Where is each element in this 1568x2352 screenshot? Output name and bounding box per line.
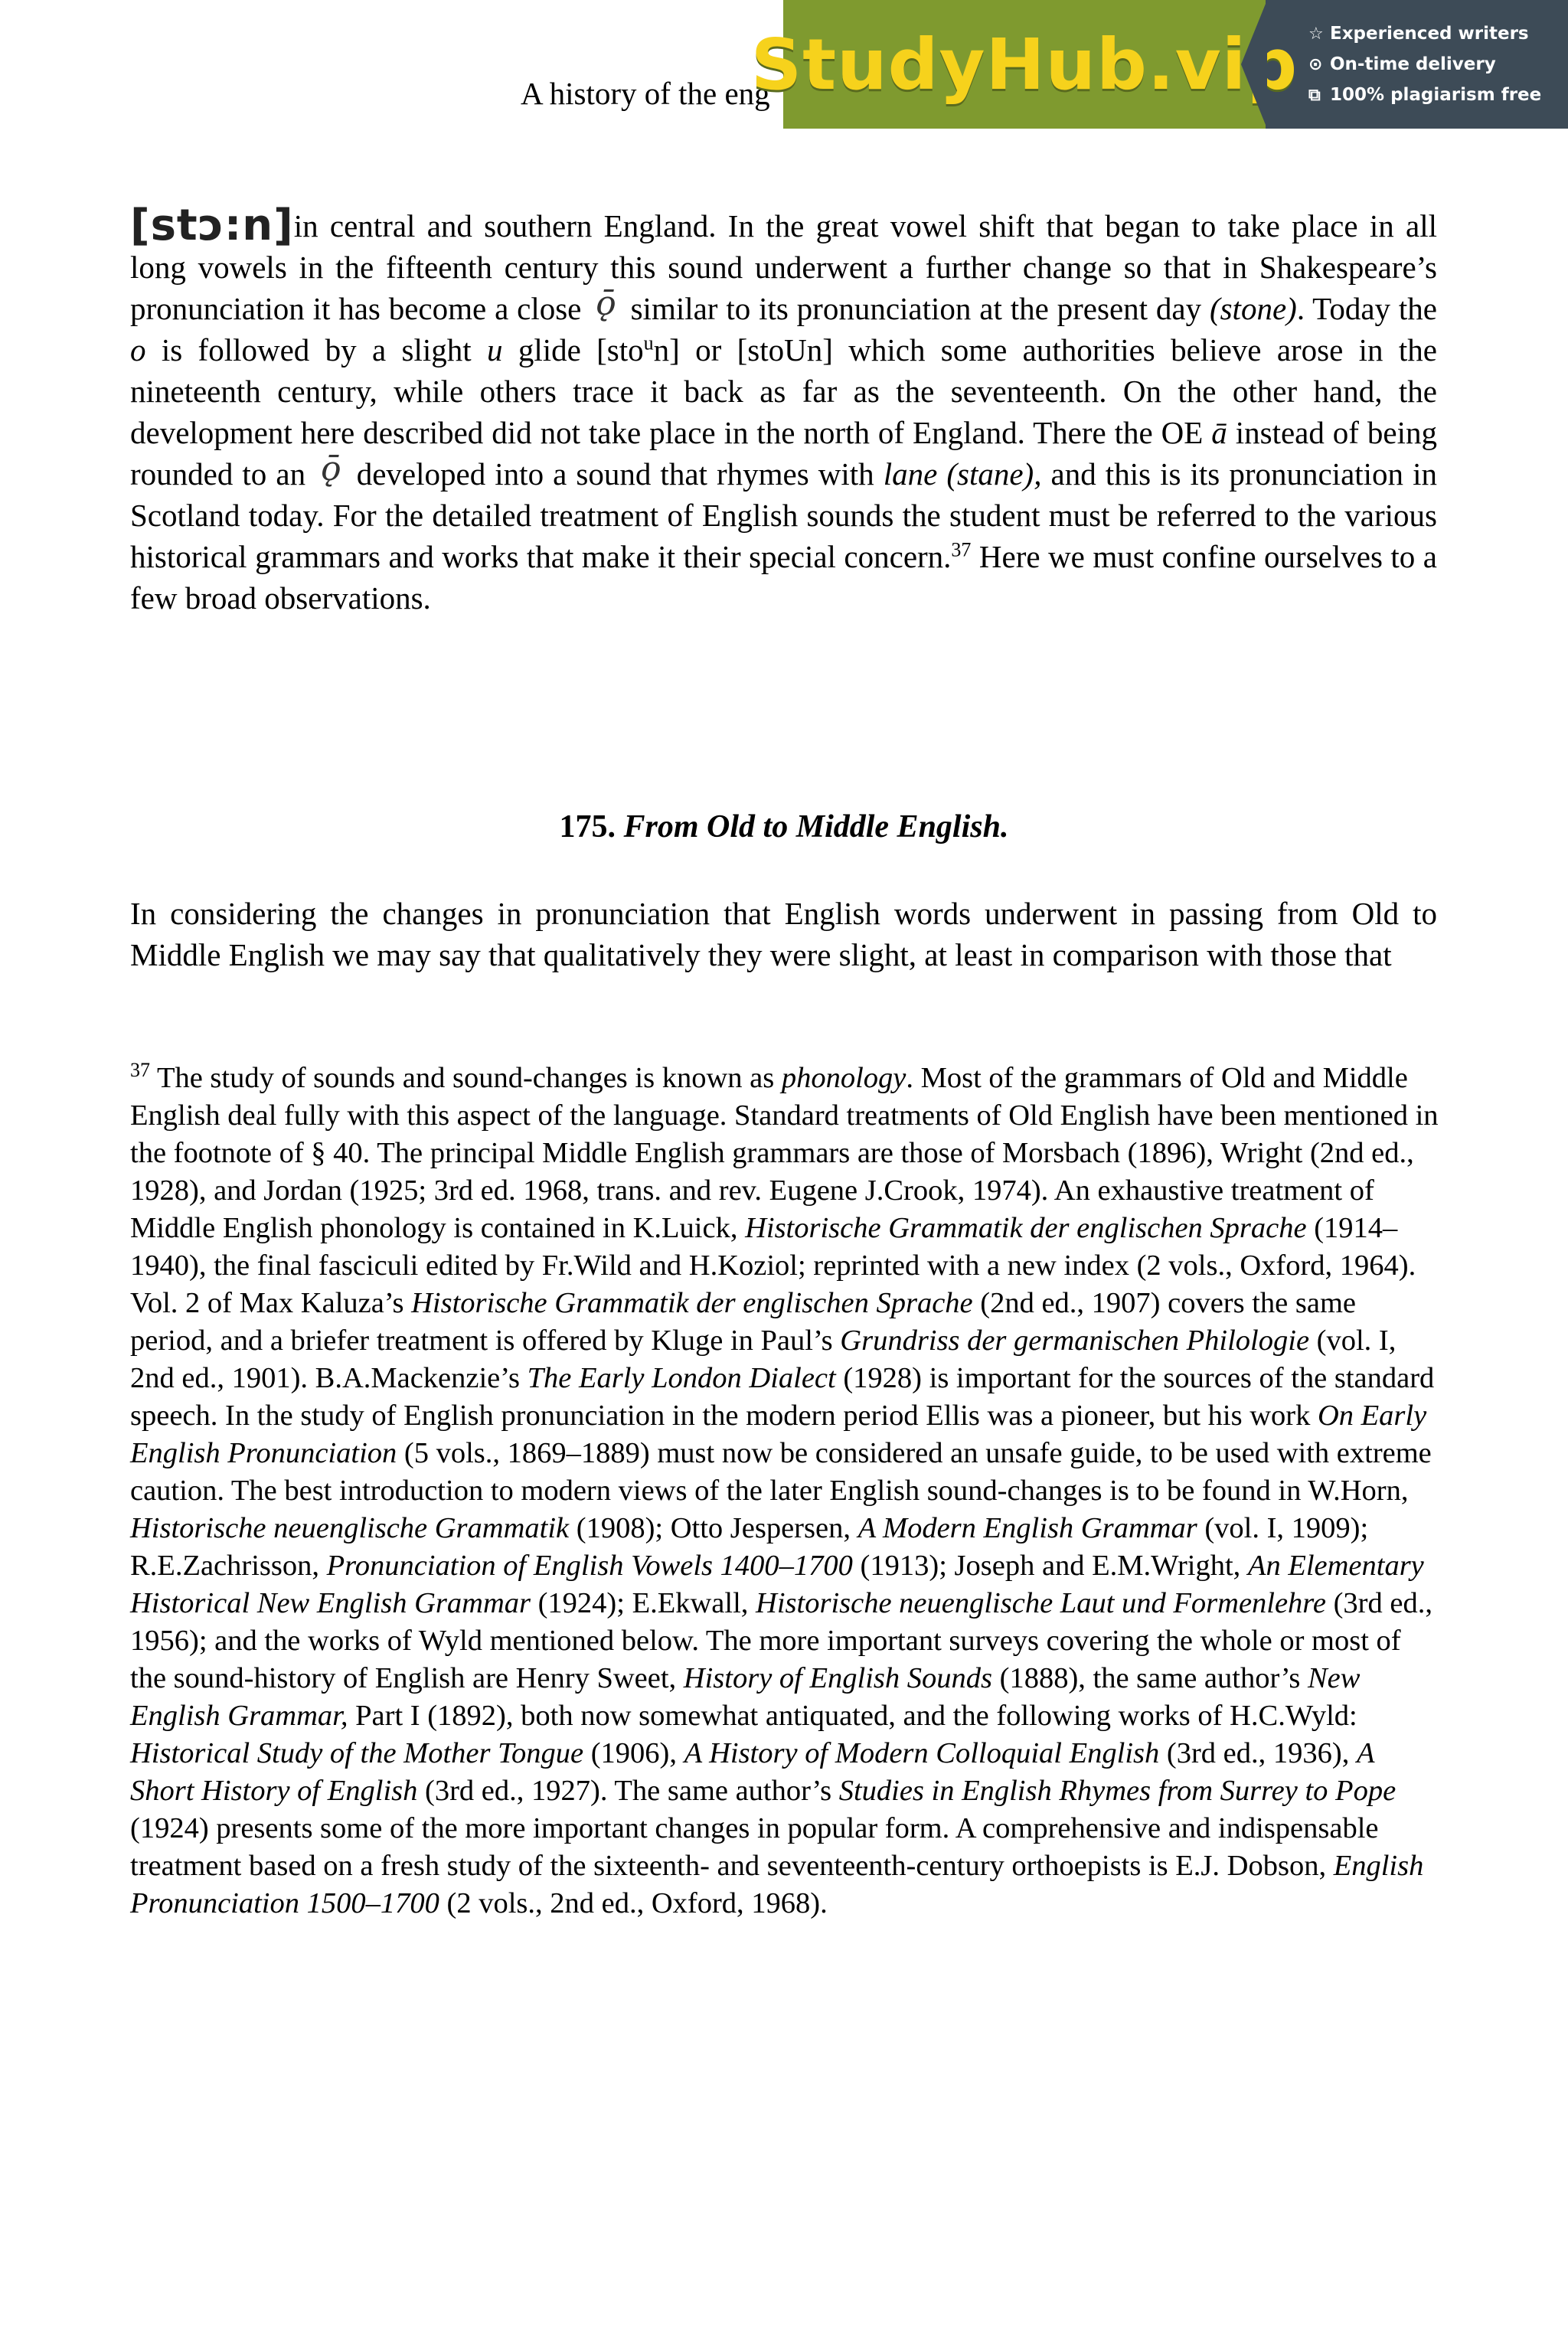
footnote-37 xyxy=(130,1060,1439,1922)
text-run: (1913); Joseph and E.M.Wright, xyxy=(860,1550,1241,1582)
section-number: 175. xyxy=(559,809,616,844)
italic-title: History of English Sounds xyxy=(683,1662,992,1694)
text-run: (1888), the same author’s xyxy=(999,1662,1301,1694)
studyhub-banner[interactable] xyxy=(750,0,1568,129)
feature-label: 100% plagiarism free xyxy=(1330,85,1542,105)
text-run: . Today the xyxy=(1296,291,1438,326)
italic-title: Grundriss der germanischen Philologie xyxy=(840,1325,1310,1357)
brand-logo[interactable] xyxy=(750,0,1298,129)
text-run: (vol. I, 1909); R.E.Zachrisson, xyxy=(130,1512,1369,1582)
italic-letter: u xyxy=(486,332,503,368)
brand-name: StudyHub.vip xyxy=(750,23,1298,106)
text-run: instead of being rounded to an xyxy=(130,415,1437,492)
footnote-mark: 37 xyxy=(130,1059,150,1081)
text-run: n] or [stoUn] which some authorities believe arose in the nineteenth century, while others trace it back as far as the seventeenth. On the other hand, the development here described did not take place in the north of England. There the OE xyxy=(130,332,1437,450)
section-title: From Old to Middle English. xyxy=(623,809,1009,844)
ipa-symbol: [stɔ:n] xyxy=(130,201,294,250)
text-run: The study of sounds and sound-changes is known as xyxy=(156,1062,775,1094)
feature-plagiarism-free xyxy=(1308,85,1568,105)
italic-word: (stone) xyxy=(1209,291,1297,326)
feature-label: On-time delivery xyxy=(1330,54,1496,74)
text-run: similar to its pronunciation at the present day xyxy=(630,291,1202,326)
footnote-reference[interactable]: 37 xyxy=(951,538,972,561)
italic-title: Historische Grammatik der englischen Sprache xyxy=(411,1287,973,1319)
italic-title: New English Grammar, xyxy=(130,1662,1361,1732)
text-run: and this is its pronunciation in Scotland today. For the detailed treatment of English sounds the student must be referred to the various historical grammars and works that make it their special concern. xyxy=(130,456,1438,574)
italic-title: Historical Study of the Mother Tongue xyxy=(130,1737,584,1769)
star-icon: ☆ xyxy=(1308,24,1324,44)
running-head: A history of the eng xyxy=(521,76,770,111)
text-run: (1928) is important for the sources of the standard speech. In the study of English pronunciation in the modern period Ellis was a pioneer, but his work xyxy=(130,1362,1435,1432)
text-run: (2 vols., 2nd ed., Oxford, 1968). xyxy=(446,1887,828,1919)
italic-title: A Short History of English xyxy=(130,1737,1374,1807)
italic-title: Historische neuenglische Grammatik xyxy=(130,1512,570,1544)
italic-title: Pronunciation of English Vowels 1400–1700 xyxy=(326,1550,853,1582)
text-run: (1914–1940), the final fasciculi edited by Fr.Wild and H.Koziol; reprinted with a new index (2 vols., Oxford, 1964). Vol. 2 of Max Kaluza’s xyxy=(130,1212,1416,1319)
clock-icon: ⊙ xyxy=(1308,54,1323,74)
copy-icon: ⧉ xyxy=(1308,85,1321,105)
text-run: (1906), xyxy=(590,1737,677,1769)
text-run: in central and southern England. In the great vowel shift that began to take place in all long vowels in the fifteenth century this sound underwent a further change so that in Shakespeare’s pronunciation it has become a close xyxy=(130,208,1437,326)
feature-list xyxy=(1266,0,1568,129)
text-run: (1924) presents some of the more important changes in popular form. A comprehensive and indispensable treatment based on a fresh study of the sixteenth- and seventeenth-century orthoepists is E.J. Dobson, xyxy=(130,1812,1379,1882)
text-run: is followed by a slight xyxy=(161,332,472,368)
text-run: (2nd ed., 1907) covers the same period, and a briefer treatment is offered by Kluge in Paul’s xyxy=(130,1287,1356,1357)
italic-title: A History of Modern Colloquial English xyxy=(684,1737,1160,1769)
text-run: developed into a sound that rhymes with xyxy=(356,456,874,492)
italic-title: Historische Grammatik der englischen Sprache xyxy=(745,1212,1307,1244)
italic-letter: ā xyxy=(1211,415,1227,450)
text-run: Part I (1892), both now somewhat antiquated, and the following works of H.C.Wyld: xyxy=(355,1700,1357,1732)
italic-letter: o xyxy=(130,332,146,368)
text-run: . Most of the grammars of Old and Middle English deal fully with this aspect of the language. Standard treatments of Old English have been mentioned in the footnote of § 40. The principal Middle English grammars are those of Morsbach (1896), Wright (2nd ed., 1928), and Jordan (1925; 3rd ed. 1968, trans. and rev. Eugene J.Crook, 1974). An exhaustive treatment of Middle English phonology is contained in K.Luick, xyxy=(130,1062,1439,1244)
italic-title: An Elementary Historical New English Grammar xyxy=(130,1550,1424,1619)
text-run: (1908); Otto Jespersen, xyxy=(576,1512,851,1544)
text-run: (vol. I, 2nd ed., 1901). B.A.Mackenzie’s xyxy=(130,1325,1396,1394)
italic-title: Studies in English Rhymes from Surrey to Pope xyxy=(838,1775,1396,1807)
phonetic-symbol-o: ǭ xyxy=(321,449,341,488)
text-run: (1924); E.Ekwall, xyxy=(537,1587,749,1619)
phonetic-symbol-o: ǭ xyxy=(596,284,616,323)
italic-title: English Pronunciation 1500–1700 xyxy=(130,1850,1424,1919)
text-run: glide [sto xyxy=(518,332,644,368)
italic-title: phonology xyxy=(781,1062,906,1094)
feature-label: Experienced writers xyxy=(1330,24,1529,44)
section-heading xyxy=(0,806,1568,848)
text-run: (3rd ed., 1936), xyxy=(1166,1737,1350,1769)
italic-phrase: lane (stane), xyxy=(883,456,1042,492)
italic-title: The Early London Dialect xyxy=(527,1362,836,1394)
text-run: (3rd ed., 1927). The same author’s xyxy=(425,1775,832,1807)
text-run: (3rd ed., 1956); and the works of Wyld mentioned below. The more important surveys covering the whole or most of the sound-history of English are Henry Sweet, xyxy=(130,1587,1432,1694)
paragraph-vowel-shift xyxy=(130,201,1438,619)
feature-on-time-delivery xyxy=(1308,54,1568,74)
paragraph-old-to-middle: In considering the changes in pronunciation that English words underwent in passing from Old to Middle English we may say that qualitatively they were slight, at least in comparison with those that xyxy=(130,896,1437,972)
text-run: Here we must confine ourselves to a few broad observations. xyxy=(130,539,1437,616)
feature-experienced-writers xyxy=(1308,24,1568,44)
italic-title: Historische neuenglische Laut und Formenlehre xyxy=(756,1587,1326,1619)
superscript: u xyxy=(643,332,654,354)
text-run: (5 vols., 1869–1889) must now be considered an unsafe guide, to be used with extreme caution. The best introduction to modern views of the later English sound-changes is to be found in W.Horn, xyxy=(130,1437,1432,1507)
italic-title: On Early English Pronunciation xyxy=(130,1400,1427,1469)
italic-title: A Modern English Grammar xyxy=(858,1512,1197,1544)
